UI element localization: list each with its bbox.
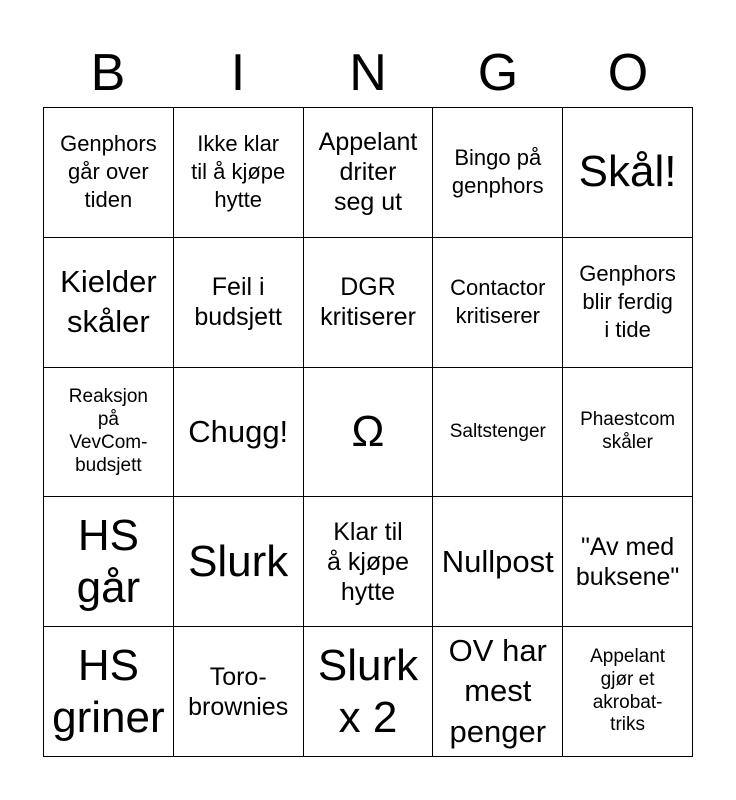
header-letter-g: G — [477, 44, 519, 102]
bingo-cell[interactable]: Klar til å kjøpe hytte — [304, 497, 434, 627]
bingo-cell[interactable]: Saltstenger — [433, 368, 563, 498]
bingo-cell[interactable]: Chugg! — [174, 368, 304, 498]
bingo-cell[interactable]: Slurk x 2 — [304, 627, 434, 757]
bingo-cell[interactable]: Nullpost — [433, 497, 563, 627]
bingo-cell[interactable]: HS griner — [44, 627, 174, 757]
bingo-cell[interactable]: Skål! — [563, 108, 693, 238]
bingo-cell[interactable]: Bingo på genphors — [433, 108, 563, 238]
bingo-board — [43, 107, 693, 757]
bingo-cell[interactable]: Genphors går over tiden — [44, 108, 174, 238]
header-letter-b: B — [90, 44, 126, 102]
bingo-cell[interactable]: Appelant driter seg ut — [304, 108, 434, 238]
header-letter-i: I — [230, 44, 246, 102]
header-letter-o: O — [607, 44, 649, 102]
header-letter-n: N — [349, 44, 387, 102]
bingo-cell[interactable]: DGR kritiserer — [304, 238, 434, 368]
bingo-cell[interactable]: Toro- brownies — [174, 627, 304, 757]
bingo-cell[interactable]: Ikke klar til å kjøpe hytte — [174, 108, 304, 238]
bingo-cell[interactable]: HS går — [44, 497, 174, 627]
bingo-cell[interactable]: "Av med buksene" — [563, 497, 693, 627]
bingo-cell[interactable]: Contactor kritiserer — [433, 238, 563, 368]
bingo-cell[interactable]: OV har mest penger — [433, 627, 563, 757]
bingo-cell[interactable]: Reaksjon på VevCom- budsjett — [44, 368, 174, 498]
bingo-cell[interactable]: Kielder skåler — [44, 238, 174, 368]
bingo-cell[interactable]: Feil i budsjett — [174, 238, 304, 368]
bingo-cell[interactable]: Phaestcom skåler — [563, 368, 693, 498]
bingo-cell[interactable]: Slurk — [174, 497, 304, 627]
bingo-cell[interactable]: Appelant gjør et akrobat- triks — [563, 627, 693, 757]
bingo-cell[interactable]: Genphors blir ferdig i tide — [563, 238, 693, 368]
free-space-cell[interactable]: Ω — [304, 368, 434, 498]
bingo-header — [43, 40, 693, 106]
